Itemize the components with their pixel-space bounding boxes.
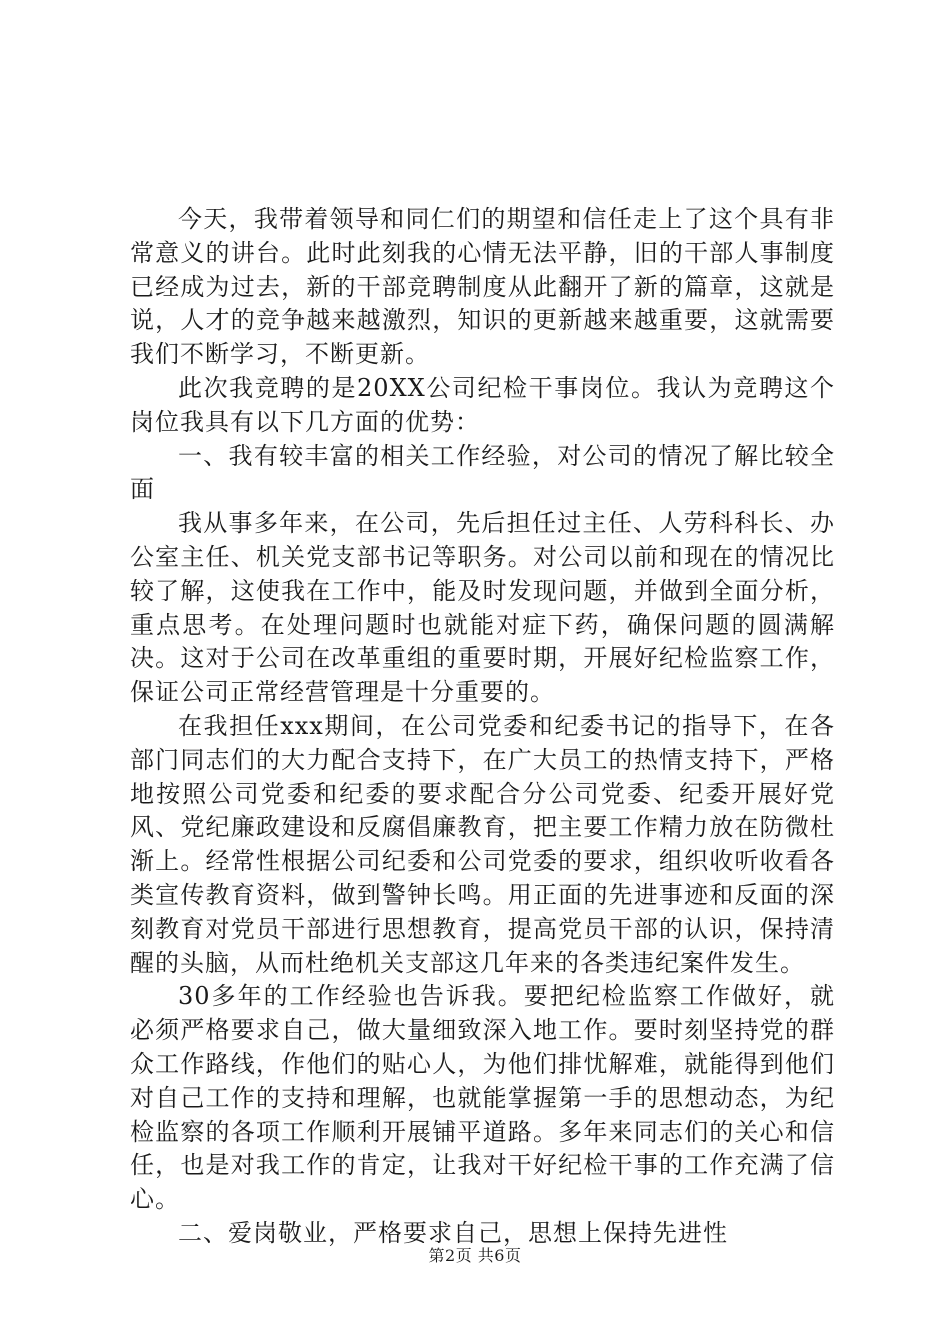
document-body (130, 203, 835, 1251)
paragraph-career: 我从事多年来，在公司，先后担任过主任、人劳科科长、办公室主任、机关党支部书记等职务。对公司以前和现在的情况比较了解，这使我在工作中，能及时发现问题，并做到全面分析，重点思考。在处理问题时也就能对症下药，确保问题的圆满解决。这对于公司在改革重组的重要时期，开展好纪检监察工作，保证公司正常经营管理是十分重要的。 (130, 509, 835, 707)
paragraph-experience-lessons: 30多年的工作经验也告诉我。要把纪检监察工作做好，就必须严格要求自己，做大量细致深入地工作。要时刻坚持党的群众工作路线，作他们的贴心人，为他们排忧解难，就能得到他们对自己工作的支持和理解，也就能掌握第一手的思想动态，为纪检监察的各项工作顺利开展铺平道路。多年来同志们的关心和信任，也是对我工作的肯定，让我对干好纪检干事的工作充满了信心。 (130, 982, 835, 1214)
page-footer: 第2页 共6页 (428, 1246, 522, 1265)
paragraph-position: 此次我竞聘的是20XX公司纪检干事岗位。我认为竞聘这个岗位我具有以下几方面的优势： (130, 373, 835, 436)
paragraph-duties: 在我担任xxx期间，在公司党委和纪委书记的指导下，在各部门同志们的大力配合支持下，在广大员工的热情支持下，严格地按照公司党委和纪委的要求配合分公司党委、纪委开展好党风、党纪廉政建设和反腐倡廉教育，把主要工作精力放在防微杜渐上。经常性根据公司纪委和公司党委的要求，组织收听收看各类宣传教育资料，做到警钟长鸣。用正面的先进事迹和反面的深刻教育对党员干部进行思想教育，提高党员干部的认识，保持清醒的头脑，从而杜绝机关支部这几年来的各类违纪案件发生。 (130, 711, 835, 977)
section-heading-experience: 一、我有较丰富的相关工作经验，对公司的情况了解比较全面 (130, 441, 835, 504)
section-heading-dedication: 二、爱岗敬业，严格要求自己，思想上保持先进性 (178, 1218, 728, 1247)
paragraph-intro: 今天，我带着领导和同仁们的期望和信任走上了这个具有非常意义的讲台。此时此刻我的心情无法平静，旧的干部人事制度已经成为过去，新的干部竞聘制度从此翻开了新的篇章，这就是说，人才的竞争越来越激烈，知识的更新越来越重要，这就需要我们不断学习，不断更新。 (130, 205, 835, 369)
